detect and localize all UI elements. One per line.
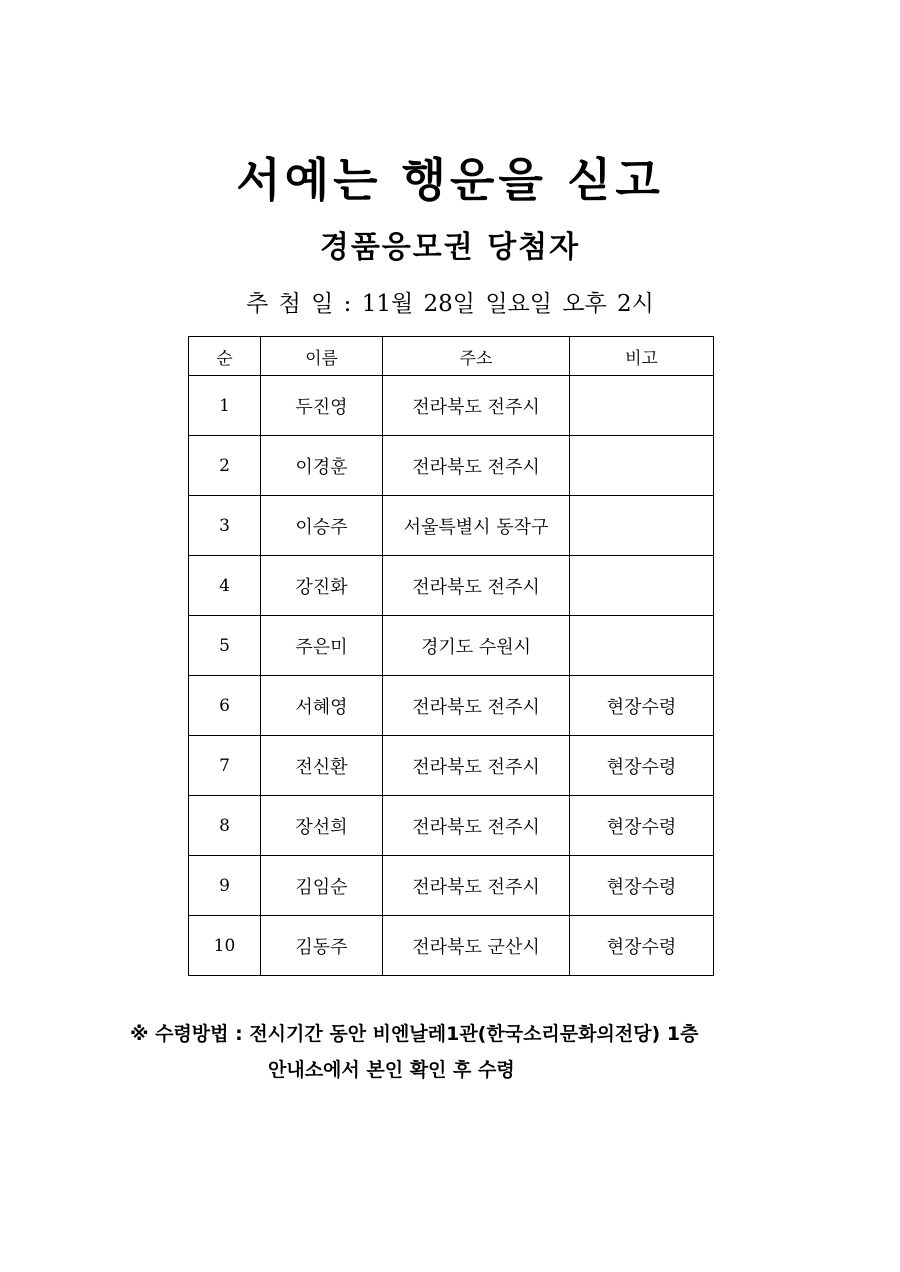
- page-subtitle: 경품응모권 당첨자: [319, 230, 581, 265]
- table-row: [189, 856, 714, 916]
- row-name: 강진화: [261, 556, 383, 616]
- row-address: 전라북도 전주시: [383, 736, 570, 796]
- table-row: [189, 376, 714, 436]
- header-number: 순: [189, 337, 261, 376]
- row-remarks: [570, 616, 714, 676]
- row-remarks: [570, 556, 714, 616]
- collection-note: [130, 1016, 830, 1088]
- row-name: 전신환: [261, 736, 383, 796]
- page-title: 서예는 행운을 싣고: [236, 153, 664, 207]
- collection-note-line-1: ※ 수령방법 : 전시기간 동안 비엔날레1관(한국소리문화의전당) 1층: [130, 1023, 699, 1045]
- table-row: [189, 676, 714, 736]
- row-name: 김동주: [261, 916, 383, 976]
- row-name: 김임순: [261, 856, 383, 916]
- row-remarks: [570, 376, 714, 436]
- row-remarks: 현장수령: [570, 736, 714, 796]
- row-remarks: [570, 436, 714, 496]
- header-name: 이름: [261, 337, 383, 376]
- row-address: 전라북도 전주시: [383, 796, 570, 856]
- table-row: [189, 916, 714, 976]
- table-row: [189, 496, 714, 556]
- collection-note-line-2: 안내소에서 본인 확인 후 수령: [268, 1059, 515, 1081]
- row-address: 경기도 수원시: [383, 616, 570, 676]
- row-remarks: 현장수령: [570, 796, 714, 856]
- table-row: [189, 616, 714, 676]
- row-address: 전라북도 전주시: [383, 676, 570, 736]
- row-number: 9: [189, 856, 261, 916]
- row-name: 서혜영: [261, 676, 383, 736]
- row-number: 5: [189, 616, 261, 676]
- row-number: 7: [189, 736, 261, 796]
- table-header-row: [189, 337, 714, 376]
- row-address: 전라북도 전주시: [383, 556, 570, 616]
- row-name: 두진영: [261, 376, 383, 436]
- table-row: [189, 736, 714, 796]
- draw-date: 추 첨 일 : 11월 28일 일요일 오후 2시: [246, 291, 654, 317]
- row-number: 1: [189, 376, 261, 436]
- row-name: 이승주: [261, 496, 383, 556]
- row-address: 전라북도 전주시: [383, 436, 570, 496]
- table-row: [189, 556, 714, 616]
- row-number: 8: [189, 796, 261, 856]
- row-remarks: 현장수령: [570, 856, 714, 916]
- row-remarks: 현장수령: [570, 916, 714, 976]
- row-remarks: 현장수령: [570, 676, 714, 736]
- row-name: 장선희: [261, 796, 383, 856]
- winners-table: [188, 336, 714, 976]
- row-address: 전라북도 전주시: [383, 376, 570, 436]
- row-remarks: [570, 496, 714, 556]
- row-number: 4: [189, 556, 261, 616]
- header-address: 주소: [383, 337, 570, 376]
- row-address: 전라북도 전주시: [383, 856, 570, 916]
- header-remarks: 비고: [570, 337, 714, 376]
- row-name: 이경훈: [261, 436, 383, 496]
- table-row: [189, 796, 714, 856]
- row-number: 10: [189, 916, 261, 976]
- row-name: 주은미: [261, 616, 383, 676]
- table-row: [189, 436, 714, 496]
- row-number: 2: [189, 436, 261, 496]
- row-number: 6: [189, 676, 261, 736]
- row-address: 서울특별시 동작구: [383, 496, 570, 556]
- row-number: 3: [189, 496, 261, 556]
- row-address: 전라북도 군산시: [383, 916, 570, 976]
- winners-table-body: [189, 376, 714, 976]
